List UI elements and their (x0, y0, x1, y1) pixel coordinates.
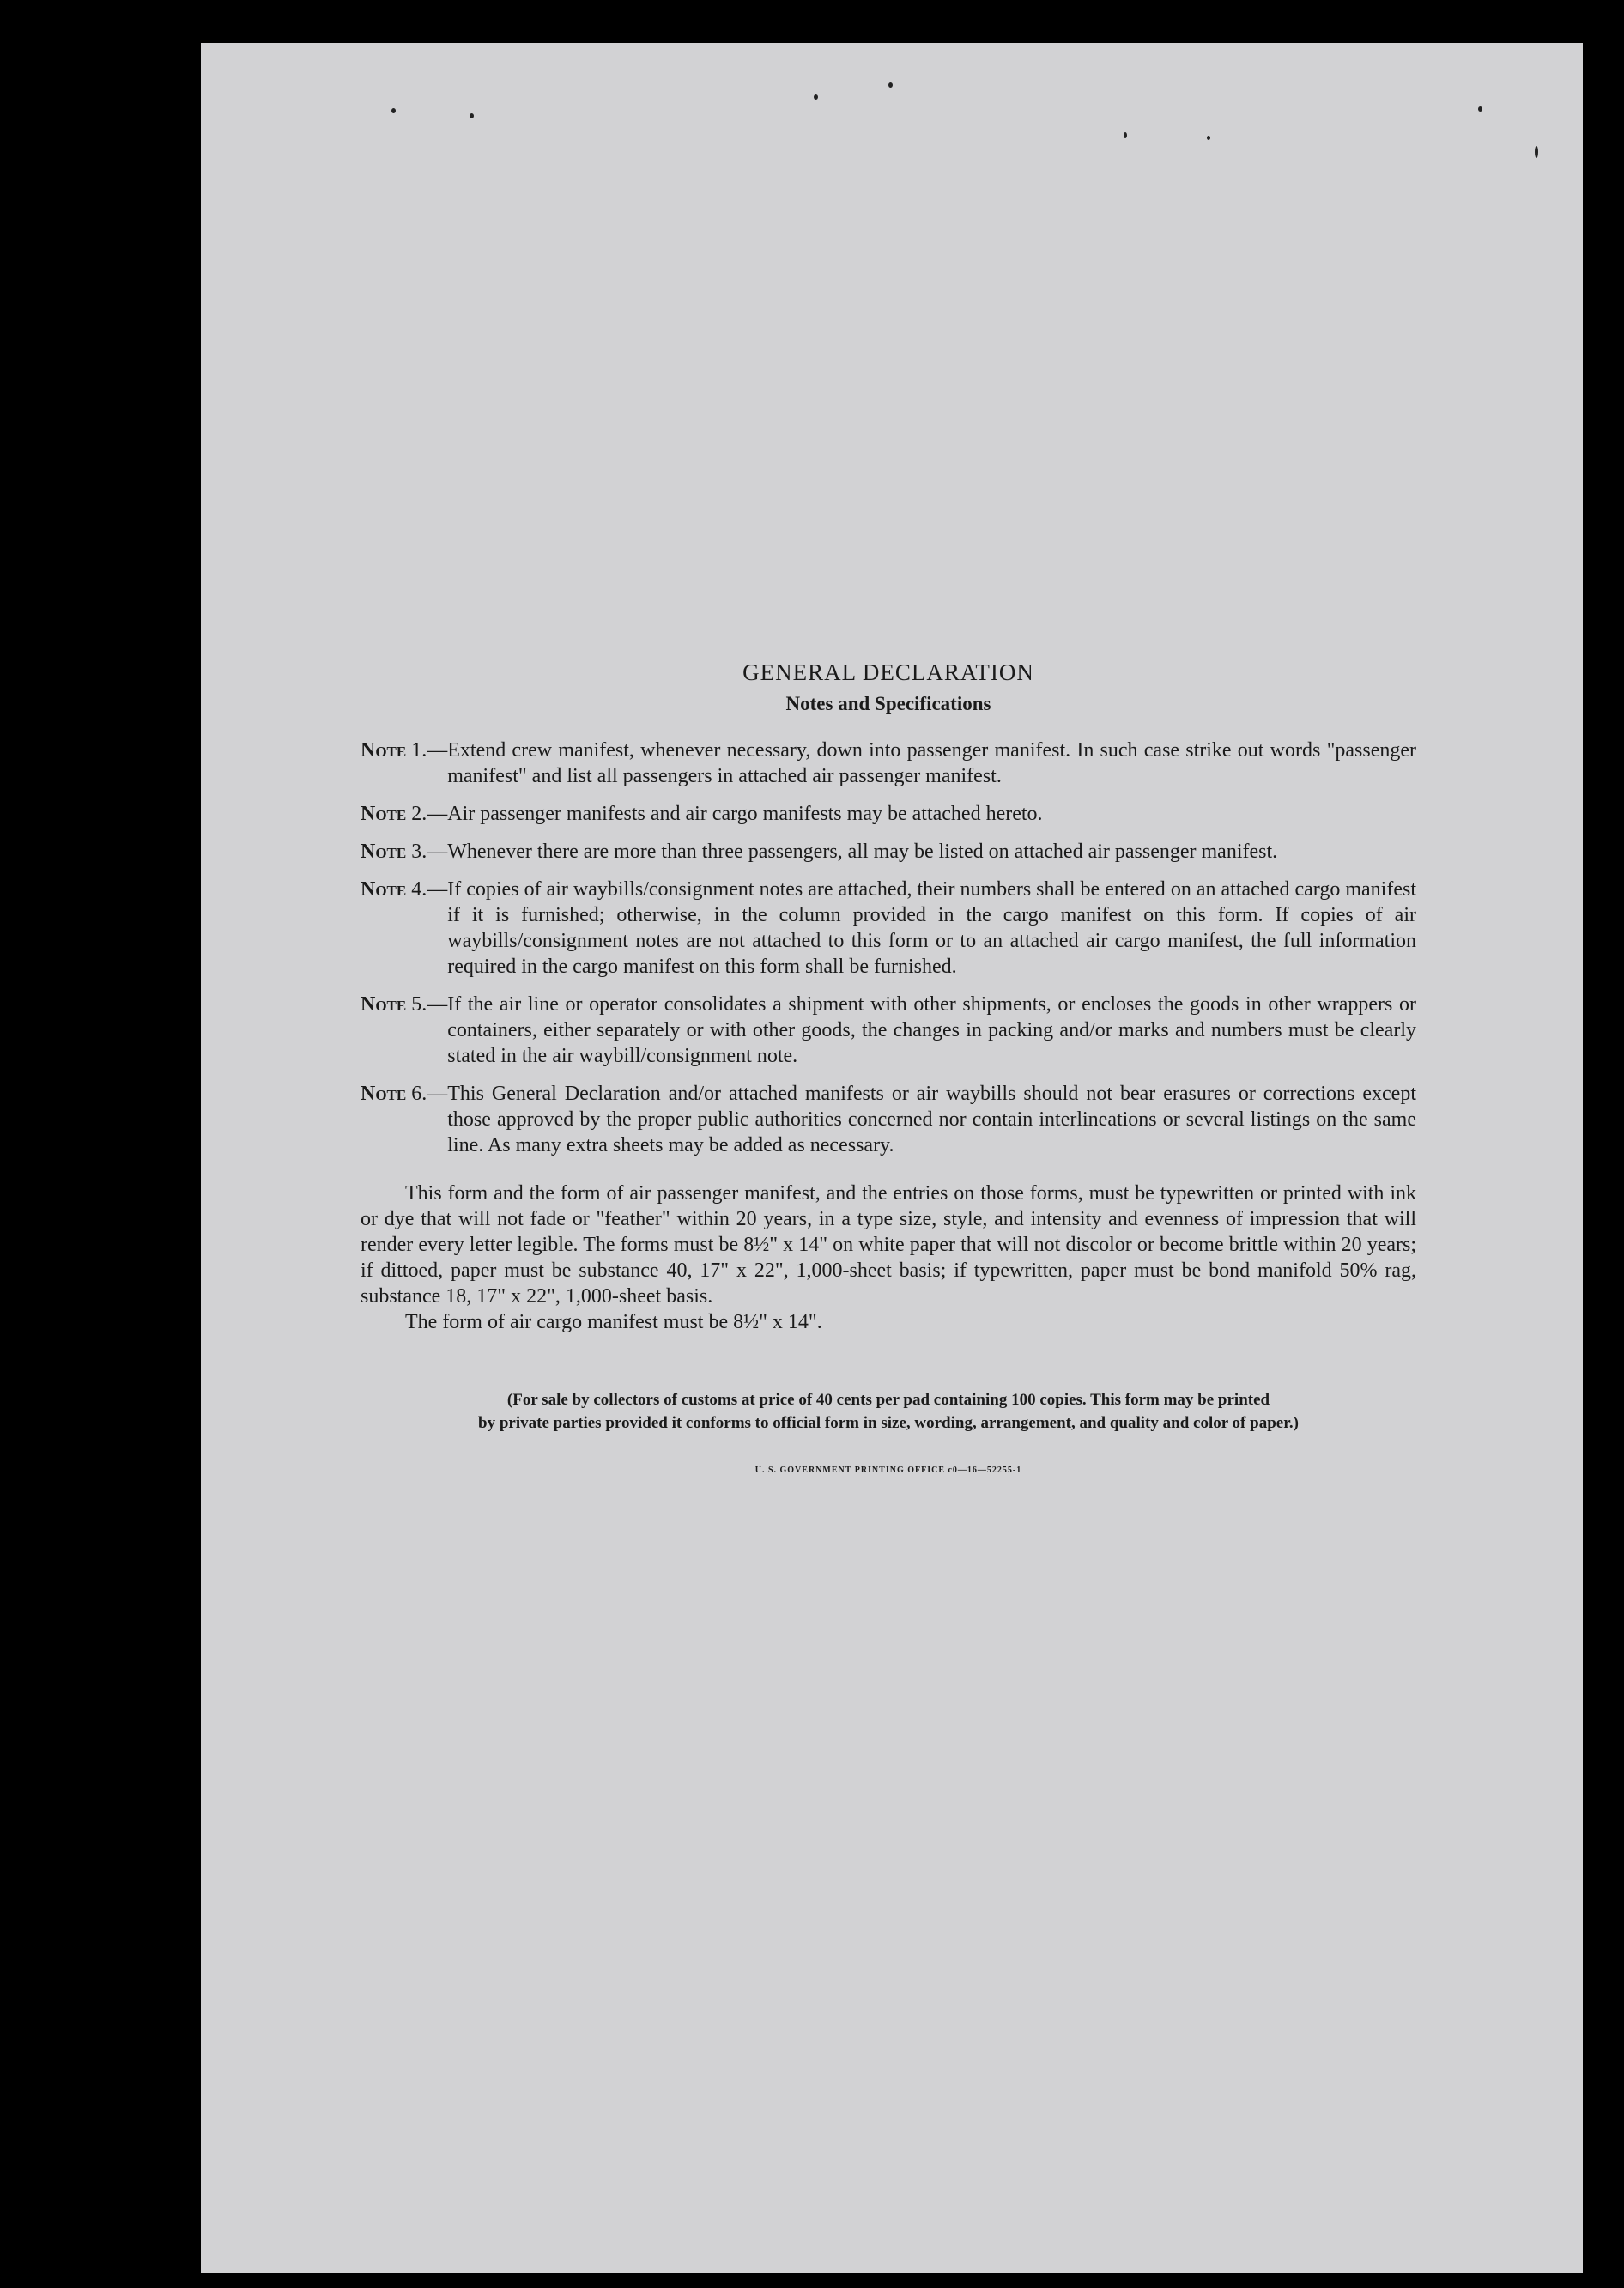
document-page (201, 43, 1583, 2273)
note-1 (361, 737, 1416, 789)
cargo-manifest-size-paragraph: The form of air cargo manifest must be 8½" x 14". (405, 1311, 822, 1333)
note-text: If the air line or operator consolidates a shipment with other shipments, or encloses the goods in other wrappers or containers, either separately or with other goods, the changes in packing and/or marks and numbers must be clearly stated in the air waybill/consignment note. (447, 993, 1416, 1067)
document-title: GENERAL DECLARATION (742, 659, 1034, 685)
printing-office-imprint: U. S. GOVERNMENT PRINTING OFFICE c0—16—52255-1 (754, 1466, 1022, 1475)
note-text: Air passenger manifests and air cargo manifests may be attached hereto. (447, 803, 1043, 825)
note-text: Extend crew manifest, whenever necessary, down into passenger manifest. In such case strike out words "passenger manifest" and list all passengers in attached air passenger manifest. (447, 739, 1416, 787)
scan-speck (1207, 136, 1210, 140)
note-2 (361, 801, 1416, 827)
note-text: If copies of air waybills/consignment notes are attached, their numbers shall be entered on an attached cargo manifest if it is furnished; otherwise, in the column provided in the cargo manifest on this form. If copies of air waybills/consignment notes are not attached to this form or to an attached air cargo manifest, the full information required in the cargo manifest on this form shall be furnished. (447, 878, 1416, 978)
note-6 (361, 1081, 1416, 1158)
scan-speck (470, 113, 474, 118)
scan-speck (814, 94, 818, 100)
note-label: Note 4.— (361, 878, 448, 901)
document-subtitle: Notes and Specifications (785, 693, 991, 714)
sale-notice-line-2: by private parties provided it conforms to official form in size, wording, arrangement, and quality and color of paper.) (478, 1414, 1299, 1432)
note-4 (361, 877, 1416, 980)
scan-speck (1124, 132, 1127, 138)
note-label: Note 6.— (361, 1083, 448, 1105)
note-5 (361, 992, 1416, 1069)
note-label: Note 3.— (361, 841, 448, 863)
scan-speck (1535, 146, 1538, 158)
note-text: Whenever there are more than three passengers, all may be listed on attached air passenger manifest. (447, 841, 1278, 863)
note-label: Note 2.— (361, 803, 448, 825)
note-text: This General Declaration and/or attached manifests or air waybills should not bear erasures or corrections except those approved by the proper public authorities concerned nor contain interlineations or several listings on the same line. As many extra sheets may be added as necessary. (447, 1083, 1416, 1156)
declaration-notes (361, 659, 1416, 1475)
sale-notice (361, 1388, 1416, 1435)
sale-notice-line-1: (For sale by collectors of customs at price of 40 cents per pad containing 100 copies. This form may be printed (506, 1391, 1270, 1409)
note-3 (361, 839, 1416, 865)
note-label: Note 1.— (361, 739, 448, 762)
form-requirements-paragraph: This form and the form of air passenger manifest, and the entries on those forms, must be typewritten or printed with ink or dye that will not fade or "feather" within 20 years, in a type size, style, and intensity and evenness of impression that will render every letter legible. The forms must be 8½" x 14" on white paper that will not discolor or become brittle within 20 years; if dittoed, paper must be substance 40, 17" x 22", 1,000-sheet basis; if typewritten, paper must be bond manifold 50% rag, substance 18, 17" x 22", 1,000-sheet basis. (361, 1182, 1416, 1308)
scan-speck (391, 108, 396, 113)
scan-speck (888, 82, 893, 88)
scan-speck (1478, 106, 1482, 112)
note-label: Note 5.— (361, 993, 448, 1016)
